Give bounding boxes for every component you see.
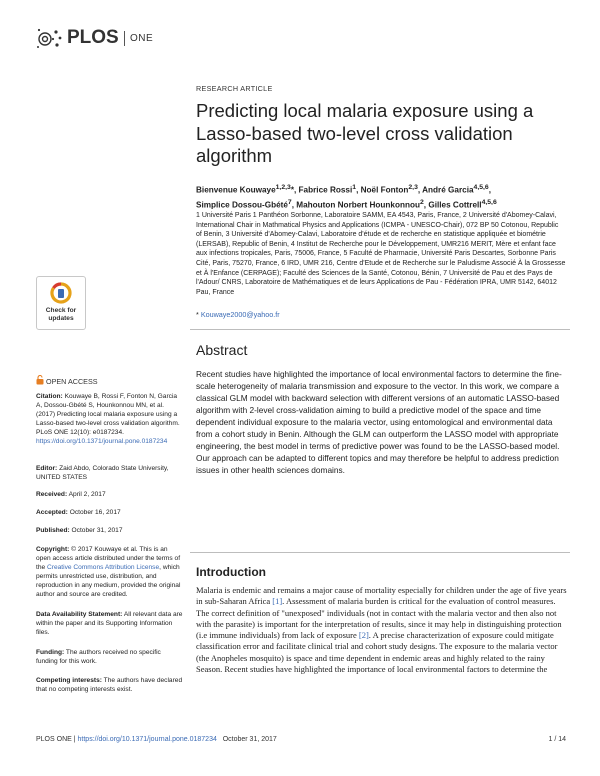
plos-logo — [36, 26, 166, 52]
check-label-line2: updates — [48, 315, 74, 322]
author-sup: 1,2,3 — [275, 184, 291, 191]
author-sup: 4,5,6 — [473, 184, 489, 191]
author-sup: 2 — [419, 198, 424, 206]
funding-label: Funding: — [36, 649, 65, 656]
author-sup: 4,5,6 — [481, 198, 497, 206]
editor-block — [36, 464, 184, 482]
introduction-body — [196, 585, 568, 675]
editor-text: Zaid Abdo, Colorado State University, UNITED STATES — [36, 465, 169, 481]
data-availability-label: Data Availability Statement: — [36, 611, 123, 618]
competing-interests-block — [36, 676, 184, 694]
check-label-line1: Check for — [45, 307, 77, 314]
article-title: Predicting local malaria exposure using a Lasso-based two-level cross validation algorithm — [196, 100, 534, 166]
page-number: 1 / 14 — [548, 736, 566, 743]
article-type: RESEARCH ARTICLE — [196, 84, 273, 93]
published-text: October 31, 2017 — [69, 527, 123, 534]
author-cottrell: , Gilles Cottrell — [423, 200, 482, 210]
footer-doi-link[interactable]: https://doi.org/10.1371/journal.pone.0187234 — [77, 736, 217, 743]
author-sup: 1 — [352, 184, 357, 191]
copyright-label: Copyright: — [36, 546, 70, 553]
license-link[interactable]: Creative Commons Attribution License — [47, 564, 160, 571]
ref-link-2[interactable]: [2] — [358, 630, 369, 641]
ref-link-1[interactable]: [1] — [272, 596, 283, 607]
citation-doi-link[interactable]: https://doi.org/10.1371/journal.pone.0187234 — [36, 438, 168, 445]
competing-interests-label: Competing interests: — [36, 677, 102, 684]
author-list — [196, 182, 566, 211]
editor-label: Editor: — [36, 465, 58, 472]
copyright-text-2: , which permits unrestricted use, distribution, and reproduction in any medium, provided the original author and source are credited. — [36, 564, 181, 598]
intro-text-3: . A precise characterization of exposure could mitigate classification error and facilitate clinical trial and cohort study designs. The exposure to the malaria vector (the Anopheles mosquito) is space and time dependent in endemic areas and highly related to the rainy Season. Recent studies have highlighted the importance of local environmental factors to determine the — [196, 630, 558, 675]
copyright-block — [36, 545, 184, 599]
published-label: Published: — [36, 527, 70, 534]
plos-logo-icon — [36, 26, 66, 52]
author-sup: 7 — [287, 198, 292, 206]
data-availability-block — [36, 610, 184, 637]
footer-sep: | — [71, 736, 78, 743]
published-block — [36, 526, 184, 535]
author-rossi: *, Fabrice Rossi — [290, 185, 353, 195]
logo-journal-text: ONE — [130, 33, 154, 44]
citation-block — [36, 392, 184, 446]
intro-text-1: Malaria is endemic and remains a major cause of mortality especially for children under the age of five years in sub-Saharan Africa — [196, 585, 567, 607]
corresponding-email — [196, 310, 566, 319]
author-garcia: , André Garcia — [417, 185, 474, 195]
received-block — [36, 490, 184, 499]
citation-label: Citation: — [36, 393, 63, 400]
divider-introduction — [190, 552, 570, 553]
logo-divider — [124, 31, 125, 46]
check-for-updates-badge[interactable] — [36, 276, 86, 330]
copyright-text: © 2017 Kouwaye et al. This is an open access article distributed under the terms of the — [36, 546, 181, 571]
open-lock-icon — [36, 375, 44, 385]
introduction-heading: Introduction — [196, 565, 266, 579]
divider-abstract — [190, 329, 570, 330]
email-link[interactable]: Kouwaye2000@yahoo.fr — [200, 310, 280, 319]
intro-text-2: . Assessment of malaria burden is critical for the evaluation of control measures. The correct definition of "unexposed" individuals (not in contact with the malaria vector and then also not with the parasite) is important for the interpretation of results, since it may help in distinguishing protection (i.e immune individuals) from lack of exposure — [196, 596, 562, 641]
author-fonton: , Noël Fonton — [356, 185, 409, 195]
abstract-heading: Abstract — [196, 342, 248, 358]
accepted-block — [36, 508, 184, 517]
footer-date: October 31, 2017 — [222, 736, 277, 743]
author-line-2 — [196, 197, 566, 212]
author-hounkonnou: , Mahouton Norbert Hounkonnou — [291, 200, 420, 210]
open-access-label — [36, 375, 98, 386]
author-dossou-gbete: Simplice Dossou-Gbété — [196, 200, 288, 210]
citation-text: Kouwaye B, Rossi F, Fonton N, Garcia A, Dossou-Gbété S, Hounkonnou MN, et al. (2017) Predicting local malaria exposure using a Lasso-based two-level cross validation algorithm. PLoS ONE 12(10): e0187234. — [36, 393, 180, 436]
accepted-label: Accepted: — [36, 509, 68, 516]
page-footer — [36, 736, 566, 743]
received-text: April 2, 2017 — [67, 491, 106, 498]
author-kouwaye: Bienvenue Kouwaye — [196, 185, 276, 195]
check-updates-icon — [50, 282, 72, 304]
author-line-1: Bienvenue Kouwaye$^{1,2,3}$*, Fabrice Rossi$^1$, Noël Fonton$^{2,3}$, André Garcia$^{4,5,6}$, — [196, 184, 492, 195]
data-availability-text: All relevant data are within the paper and its Supporting Information files. — [36, 611, 183, 636]
author-sup: 2,3 — [408, 184, 418, 191]
footer-journal: PLOS ONE — [36, 736, 72, 743]
funding-text: The authors received no specific funding for this work. — [36, 649, 161, 665]
logo-plos-text: PLOS — [67, 27, 119, 48]
competing-interests-text: The authors have declared that no competing interests exist. — [36, 677, 183, 693]
accepted-text: October 16, 2017 — [67, 509, 121, 516]
open-access-text: OPEN ACCESS — [46, 377, 98, 386]
received-label: Received: — [36, 491, 68, 498]
email-star: * — [196, 310, 199, 319]
funding-block — [36, 648, 184, 666]
affiliations: 1 Université Paris 1 Panthéon Sorbonne, Laboratoire SAMM, EA 4543, Paris, France, 2 Université d'Abomey-Calavi, International Chair in Mathmatical Physics and Applications (ICMPA - UNESCO-Chair), 072 BP 50 Cotonou, Republic of Benin, 3 Université d'Abomey-Calavi, Laboratoire d'étude et de recherche en statistique appliquée et biométrie (LERSAB), Republic of Benin, 4 Institut de Recherche pour le Développement, UMR216 MERIT, Mère et enfant face aux infections tropicales, Paris, 75006, France, 5 Faculté de Pharmacie, Université Paris Descartes, Sorbonne Paris Cité, Paris, 75270, France, 6 IRD, UMR 216, Centre d'Etude et de Recherche sur le Paludisme Associé À la Grossesse et À l'Enfance (CERPAGE); Faculté des Sciences de la Santé, Cotonou, Bénin, 7 Université de Pau et des Pays de l'Adour/ CNRS, Laboratoire de Mathématiques et de leurs Applications de Pau - Fédération IPRA, UMR 5142, 64012 Pau, France — [196, 212, 566, 296]
abstract-body: Recent studies have highlighted the importance of local environmental factors to determine the fine-scale heterogeneity of malaria transmission and exposure to the vector. In this work, we compare a classical GLM model with backward selection with different versions of an automatic LASSO-based algorithm with 2-level cross-validation aiming to build a predictive model of the space and time dependent individual exposure to the malaria vector, using entomological and environmental data from a cohort study in Benin. Although the GLM can outperform the LASSO model with appropriate engineering, the best model in terms of predictive power was found to be the LASSO-based model. Our approach can be adapted to different topics and may therefore be helpful to address prediction issues in other health sciences domains. — [196, 369, 562, 476]
